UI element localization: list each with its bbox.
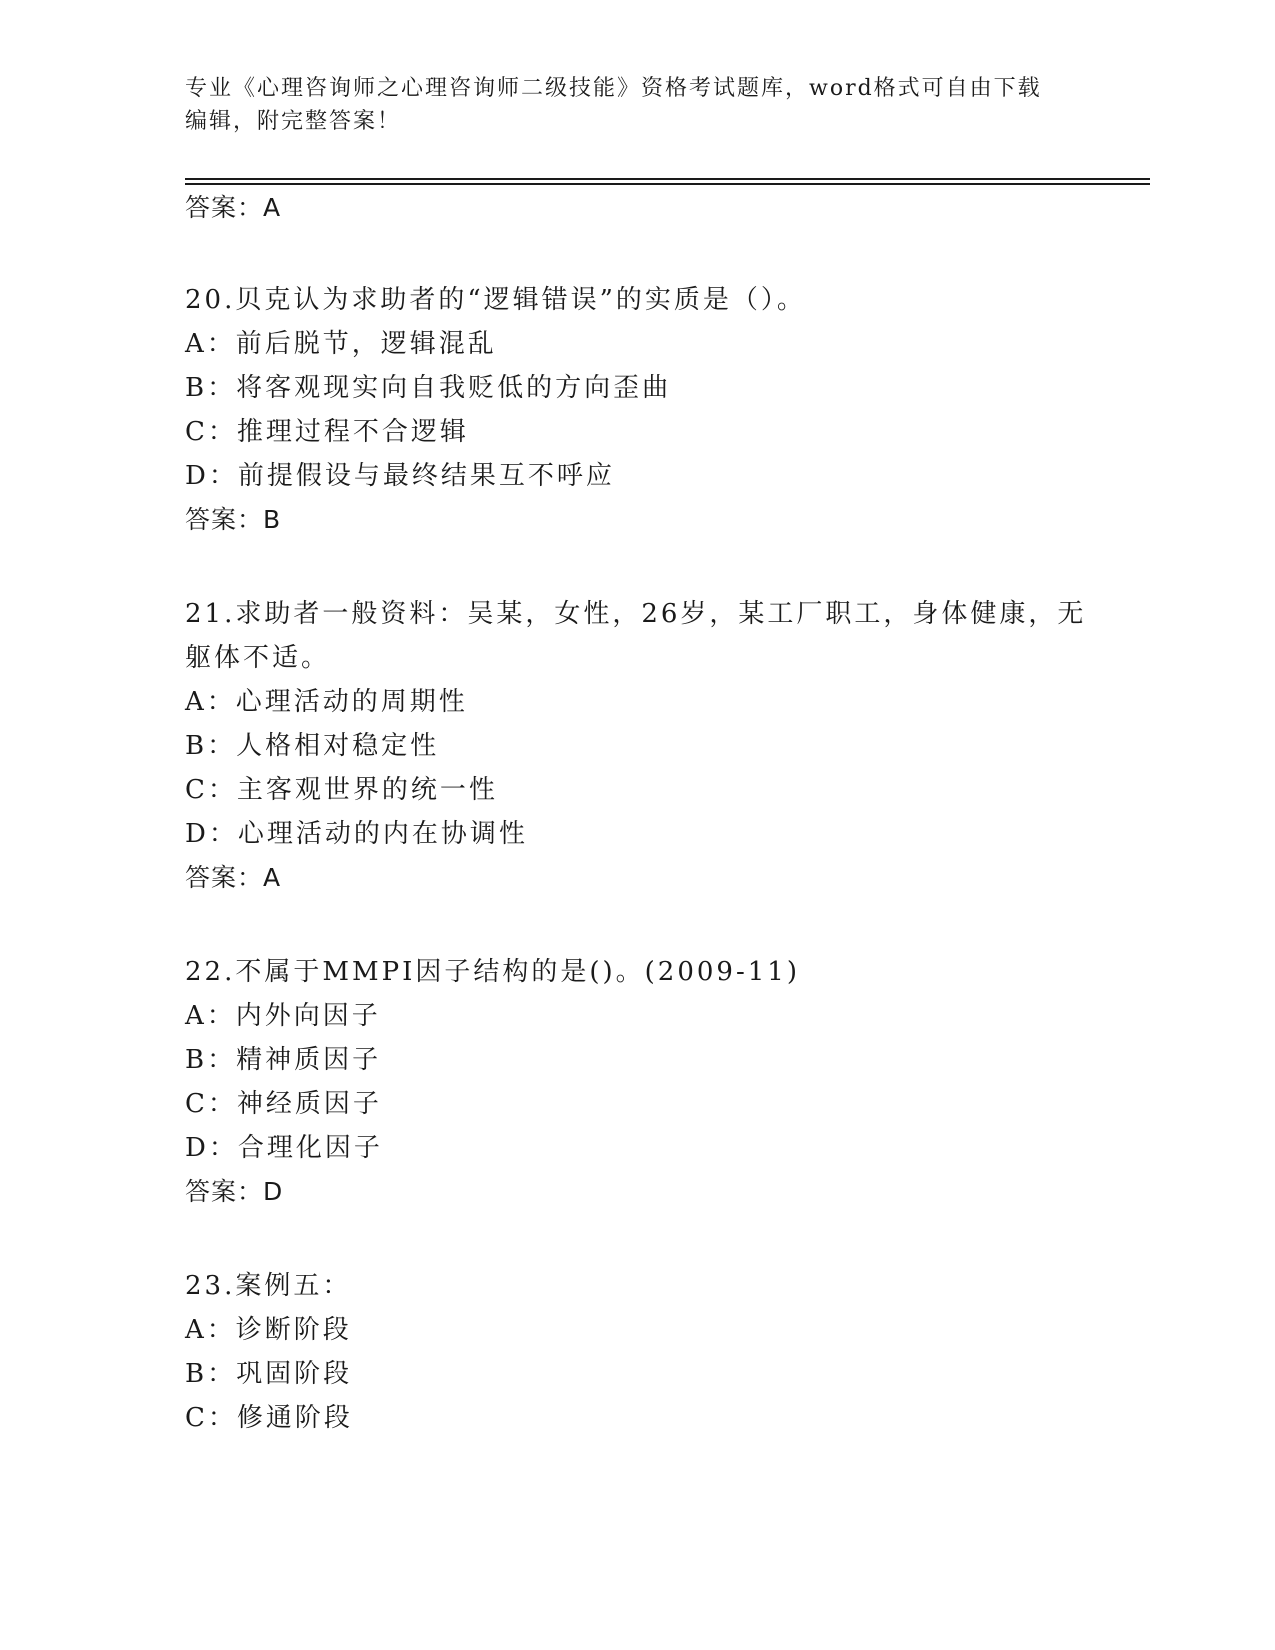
question-22-option-c: C：神经质因子: [185, 1089, 382, 1119]
question-22-answer: 答案：D: [185, 1177, 284, 1206]
question-20-option-b: B：将客观现实向自我贬低的方向歪曲: [185, 373, 672, 403]
question-22-option-a: A：内外向因子: [185, 1001, 381, 1031]
question-20-option-c: C：推理过程不合逻辑: [185, 417, 469, 447]
question-21-answer: 答案：A: [185, 863, 282, 892]
question-20-option-a: A：前后脱节，逻辑混乱: [185, 329, 497, 359]
question-21-option-a: A：心理活动的周期性: [185, 687, 468, 717]
answer-prev: 答案：A: [185, 193, 282, 222]
header-line-1: 专业《心理咨询师之心理咨询师二级技能》资格考试题库，word格式可自由下载: [185, 76, 1042, 101]
question-20-answer: 答案：B: [185, 505, 282, 534]
question-20-option-d: D：前提假设与最终结果互不呼应: [185, 461, 615, 491]
question-20-stem: 20.贝克认为求助者的“逻辑错误”的实质是（）。: [185, 285, 806, 315]
question-21-option-d: D：心理活动的内在协调性: [185, 819, 528, 849]
header-divider-bottom: [185, 183, 1150, 185]
question-21-option-b: B：人格相对稳定性: [185, 731, 440, 761]
header-divider-top: [185, 178, 1150, 180]
question-21-stem-line-1: 21.求助者一般资料：吴某，女性，26岁，某工厂职工，身体健康，无: [185, 599, 1087, 629]
question-22-option-b: B：精神质因子: [185, 1045, 382, 1075]
question-23-option-a: A：诊断阶段: [185, 1315, 352, 1345]
header-line-2: 编辑，附完整答案！: [185, 109, 402, 134]
question-23-option-b: B：巩固阶段: [185, 1359, 353, 1389]
question-23-stem: 23.案例五：: [185, 1271, 352, 1301]
question-22-stem: 22.不属于MMPI因子结构的是()。(2009-11): [185, 957, 800, 987]
question-23-option-c: C：修通阶段: [185, 1403, 353, 1433]
question-21-option-c: C：主客观世界的统一性: [185, 775, 498, 805]
question-22-option-d: D：合理化因子: [185, 1133, 383, 1163]
question-21-stem-line-2: 躯体不适。: [185, 643, 331, 673]
document-header: [185, 72, 1065, 138]
